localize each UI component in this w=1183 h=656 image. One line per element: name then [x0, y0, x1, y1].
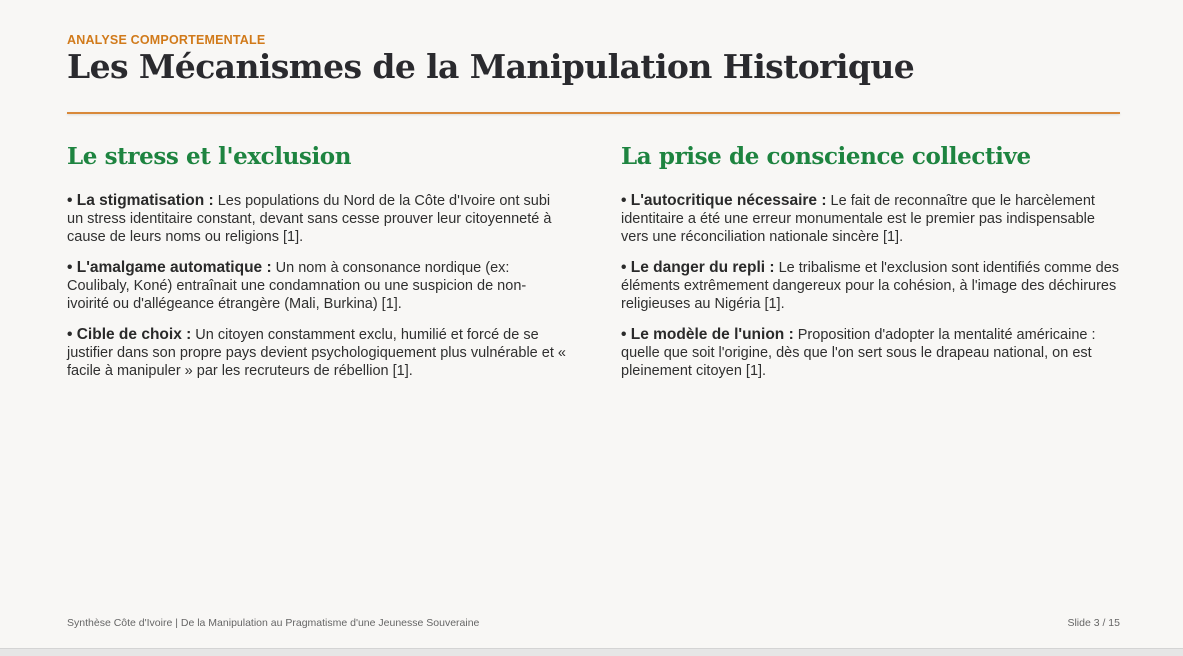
bullet-text: Les populations du Nord de la Côte d'Ivoire ont subi un stress identitaire constant, devant sans cesse prouver leur citoyenneté à cause de leurs noms ou religions [1]. [67, 193, 552, 245]
left-column [67, 143, 567, 393]
bullet-item [67, 326, 567, 380]
bullet-item [621, 192, 1121, 246]
slide-title: Les Mécanismes de la Manipulation Historique [67, 47, 915, 86]
right-column-heading: La prise de conscience collective [621, 143, 1031, 170]
bullet-text: Un nom à consonance nordique (ex: Coulibaly, Koné) entraînait une condamnation ou une suspicion de non-ivoirité ou d'allégeance étrangère (Mali, Burkina) [1]. [67, 260, 527, 312]
bullet-item [67, 259, 567, 313]
bullet-lead: • L'amalgame automatique : [67, 259, 272, 276]
right-column [621, 143, 1121, 393]
bullet-lead: • Le modèle de l'union : [621, 326, 794, 343]
bullet-text: Proposition d'adopter la mentalité américaine : quelle que soit l'origine, dès que l'on sert sous le drapeau national, on est pleinement citoyen [1]. [621, 327, 1096, 379]
left-column-heading: Le stress et l'exclusion [67, 143, 352, 170]
bullet-lead: • Le danger du repli : [621, 259, 775, 276]
bullet-lead: • La stigmatisation : [67, 192, 214, 209]
bullet-item [621, 259, 1121, 313]
bullet-item [67, 192, 567, 246]
section-kicker: ANALYSE COMPORTEMENTALE [67, 33, 266, 47]
bullet-text: Le fait de reconnaître que le harcèlement identitaire a été une erreur monumentale est le premier pas indispensable vers une réconciliation nationale sincère [1]. [621, 193, 1095, 245]
footer-deck-title: Synthèse Côte d'Ivoire | De la Manipulation au Pragmatisme d'une Jeunesse Souveraine [67, 617, 480, 629]
bullet-lead: • L'autocritique nécessaire : [621, 192, 827, 209]
title-divider [67, 112, 1120, 114]
bullet-text: Le tribalisme et l'exclusion sont identifiés comme des éléments extrêmement dangereux pour la cohésion, à l'image des déchirures religieuses au Nigéria [1]. [621, 260, 1120, 312]
bullet-item [621, 326, 1121, 380]
slide-counter: Slide 3 / 15 [1067, 617, 1120, 629]
bullet-lead: • Cible de choix : [67, 326, 192, 343]
bullet-text: Un citoyen constamment exclu, humilié et forcé de se justifier dans son propre pays devient psychologiquement plus vulnérable et « facile à manipuler » par les recruteurs de rébellion [1]. [67, 327, 566, 379]
